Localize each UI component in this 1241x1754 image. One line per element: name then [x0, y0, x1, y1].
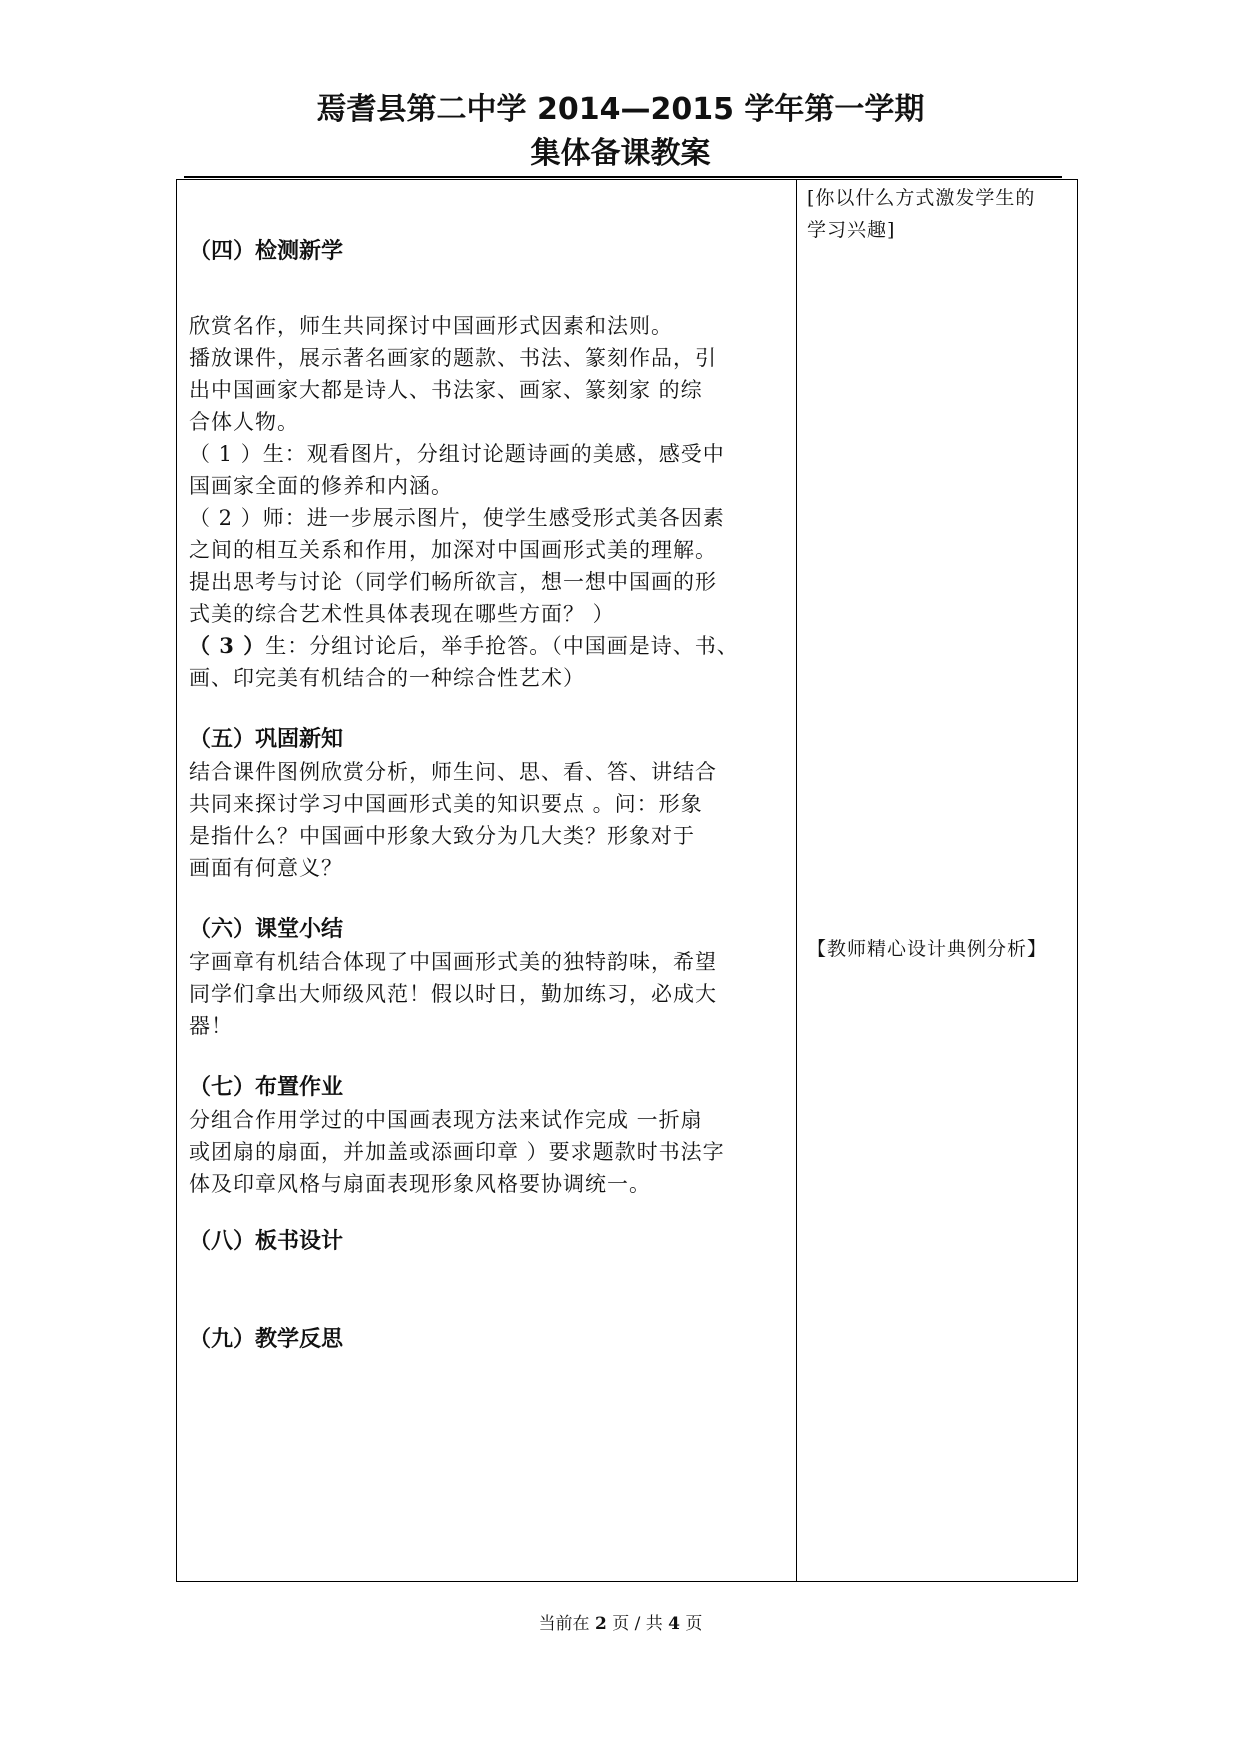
document-subtitle: 集体备课教案: [530, 136, 711, 171]
section-heading-4: （四）检测新学: [189, 239, 344, 264]
section-4-line: 之间的相互关系和作用，加深对中国画形式美的理解。: [189, 538, 717, 562]
side-note-line: 学习兴趣]: [807, 219, 896, 241]
section-heading-7: （七）布置作业: [189, 1075, 344, 1100]
section-4-line: 合体人物。: [189, 410, 299, 434]
page-footer: [0, 1612, 1241, 1636]
main-content-cell: [177, 180, 797, 1582]
section-7-line: 体及印章风格与扇面表现形象风格要协调统一。: [189, 1172, 651, 1196]
section-heading-8: （八）板书设计: [189, 1229, 344, 1254]
total-page-number: 4: [668, 1614, 681, 1634]
side-note-interest: [807, 182, 1069, 246]
section-4-line: 提出思考与讨论（同学们畅所欲言，想一想中国画的形: [189, 570, 717, 594]
section-4-line: 欣赏名作，师生共同探讨中国画形式因素和法则。: [189, 314, 673, 338]
section-4-item-3: [189, 630, 786, 662]
section-5-line: 共同来探讨学习中国画形式美的知识要点 。问：形象: [189, 792, 703, 816]
section-4-line: （ 1 ）生：观看图片，分组讨论题诗画的美感，感受中: [189, 442, 725, 466]
footer-middle: 页 / 共: [612, 1614, 663, 1634]
section-heading-9: （九）教学反思: [189, 1327, 344, 1352]
section-4-line: 出中国画家大都是诗人、书法家、画家、篆刻家 的综: [189, 378, 703, 402]
section-5-line: 是指什么？中国画中形象大致分为几大类？形象对于: [189, 824, 695, 848]
item-3-text: 生：分组讨论后，举手抢答。（中国画是诗、书、: [265, 634, 739, 658]
footer-prefix: 当前在: [538, 1614, 590, 1634]
footer-suffix: 页: [685, 1614, 703, 1634]
section-5-line: 画面有何意义？: [189, 856, 343, 880]
section-heading-6: （六）课堂小结: [189, 917, 344, 942]
side-note-line: [你以什么方式激发学生的: [807, 187, 1036, 209]
section-7-line: 分组合作用学过的中国画表现方法来试作完成 一折扇: [189, 1108, 703, 1132]
side-note-analysis: 【教师精心设计典例分析】: [807, 938, 1048, 960]
section-4-line: 画、印完美有机结合的一种综合性艺术）: [189, 666, 585, 690]
section-7-line: 或团扇的扇面，并加盖或添画印章 ）要求题款时书法字: [189, 1140, 725, 1164]
item-3-prefix: （ 3 ）: [189, 633, 266, 658]
section-6-line: 同学们拿出大师级风范！假以时日，勤加练习，必成大: [189, 982, 717, 1006]
section-5-line: 结合课件图例欣赏分析，师生问、思、看、答、讲结合: [189, 760, 717, 784]
section-6-line: 字画章有机结合体现了中国画形式美的独特韵味，希望: [189, 950, 717, 974]
section-4-line: （ 2 ）师：进一步展示图片，使学生感受形式美各因素: [189, 506, 725, 530]
document-title: 焉耆县第二中学 2014—2015 学年第一学期: [316, 92, 925, 127]
section-6-line: 器！: [189, 1014, 233, 1038]
section-4-line: 播放课件，展示著名画家的题款、书法、篆刻作品，引: [189, 346, 717, 370]
section-4-line: 国画家全面的修养和内涵。: [189, 474, 453, 498]
side-notes-cell: [797, 180, 1078, 1582]
header-rule: [184, 176, 1062, 178]
current-page-number: 2: [594, 1614, 607, 1634]
lesson-plan-table: [176, 179, 1078, 1582]
section-4-line: 式美的综合艺术性具体表现在哪些方面？ ）: [189, 602, 615, 626]
section-heading-5: （五）巩固新知: [189, 727, 344, 752]
